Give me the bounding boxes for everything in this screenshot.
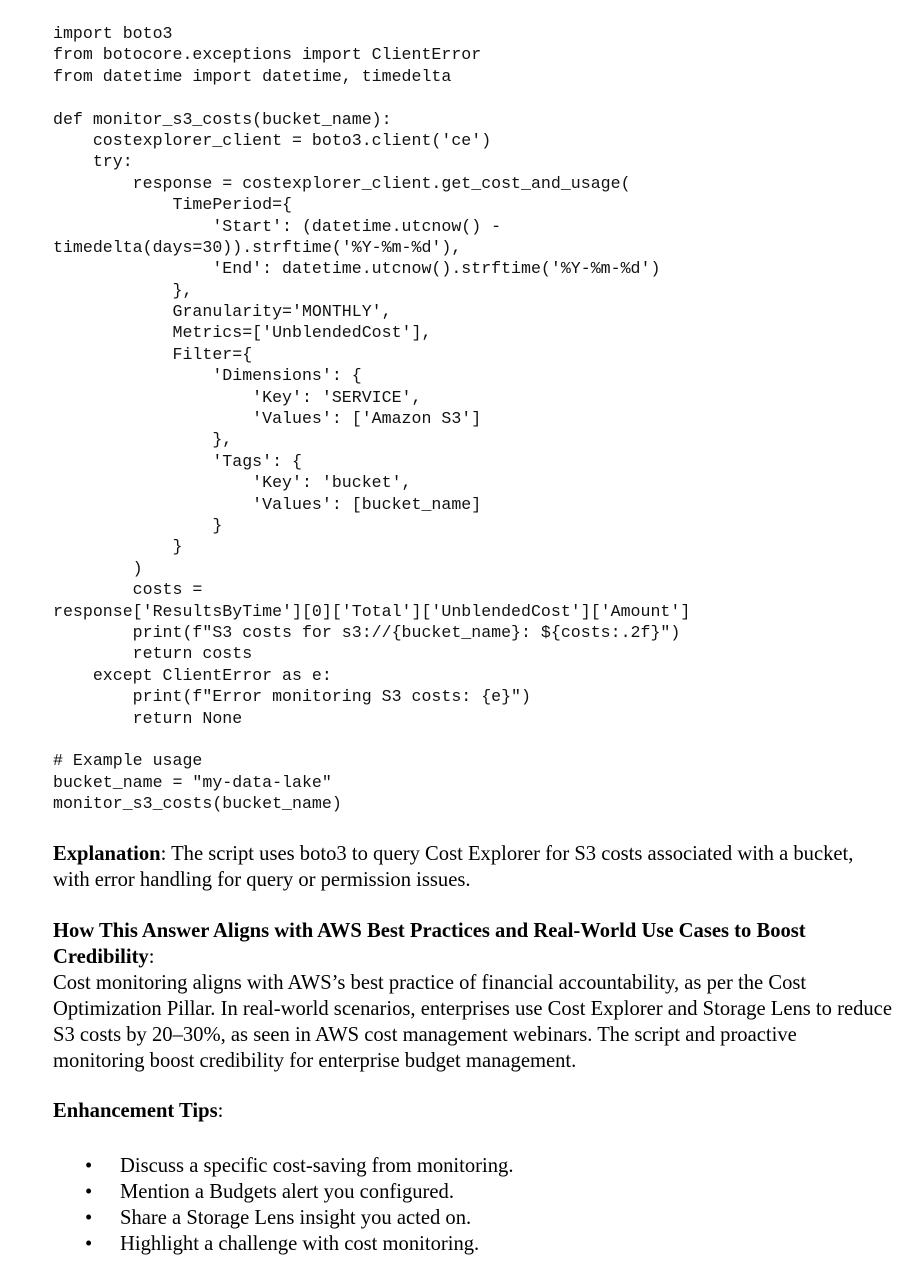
- code-line: costs =: [53, 580, 203, 600]
- code-line: timedelta(days=30)).strftime('%Y-%m-%d'),: [53, 237, 462, 257]
- code-line: return None: [53, 708, 243, 728]
- code-line: return costs: [53, 644, 253, 664]
- code-line: def monitor_s3_costs(bucket_name):: [53, 109, 392, 129]
- code-line: response['ResultsByTime'][0]['Total']['UnblendedCost']['Amount']: [53, 601, 691, 621]
- code-line: 'Values': [bucket_name]: [53, 494, 482, 514]
- code-line: # Example usage: [53, 751, 203, 771]
- code-line: 'End': datetime.utcnow().strftime('%Y-%m-%d'): [53, 259, 661, 279]
- code-line: Metrics=['UnblendedCost'],: [53, 323, 432, 343]
- list-item: [53, 1231, 893, 1257]
- code-line: },: [53, 430, 233, 450]
- list-item: [53, 1205, 893, 1231]
- explanation-text: The script uses boto3 to query Cost Explorer for S3 costs associated with a bucket, with error handling for query or permission issues.: [53, 843, 854, 891]
- code-line: 'Key': 'bucket',: [53, 473, 412, 493]
- code-line: 'Dimensions': {: [53, 366, 362, 386]
- code-line: }: [53, 515, 223, 535]
- code-line: bucket_name = "my-data-lake": [53, 772, 332, 792]
- alignment-separator: :: [148, 946, 155, 968]
- code-line: Filter={: [53, 344, 253, 364]
- enhancement-heading-line: [53, 1098, 893, 1124]
- tip-text: Discuss a specific cost-saving from monitoring.: [120, 1155, 514, 1177]
- alignment-heading: How This Answer Aligns with AWS Best Practices and Real-World Use Cases to Boost Credibility: [53, 920, 806, 968]
- explanation-heading: Explanation: [53, 843, 161, 865]
- tip-text: Highlight a challenge with cost monitoring.: [120, 1233, 480, 1255]
- list-item: [53, 1179, 893, 1205]
- code-line: Granularity='MONTHLY',: [53, 302, 392, 322]
- code-line: }: [53, 537, 183, 557]
- alignment-heading-line: [53, 918, 893, 970]
- code-line: 'Values': ['Amazon S3']: [53, 409, 482, 429]
- enhancement-section: [53, 1098, 893, 1124]
- enhancement-heading: Enhancement Tips: [53, 1100, 218, 1122]
- explanation-separator: :: [160, 843, 167, 865]
- code-line: print(f"S3 costs for s3://{bucket_name}: ${costs:.2f}"): [53, 622, 681, 642]
- bullet-icon: •: [85, 1233, 93, 1255]
- code-line: 'Start': (datetime.utcnow() -: [53, 216, 502, 236]
- bullet-icon: •: [85, 1155, 93, 1177]
- code-line: from datetime import datetime, timedelta: [53, 66, 452, 86]
- tip-text: Mention a Budgets alert you configured.: [120, 1181, 454, 1203]
- code-line: except ClientError as e:: [53, 665, 332, 685]
- code-line: [53, 729, 893, 750]
- code-line: try:: [53, 152, 133, 172]
- code-line: costexplorer_client = boto3.client('ce'): [53, 130, 492, 150]
- code-line: 'Tags': {: [53, 451, 302, 471]
- list-item: [53, 1153, 893, 1179]
- alignment-section: [53, 918, 893, 1074]
- tip-text: Share a Storage Lens insight you acted on.: [120, 1207, 472, 1229]
- code-line: print(f"Error monitoring S3 costs: {e}"): [53, 687, 531, 707]
- code-line: [53, 87, 893, 108]
- code-line: 'Key': 'SERVICE',: [53, 387, 422, 407]
- explanation-paragraph: [53, 841, 893, 893]
- code-line: },: [53, 280, 193, 300]
- code-line: from botocore.exceptions import ClientError: [53, 45, 482, 65]
- enhancement-tips-list: [53, 1153, 893, 1257]
- alignment-paragraph: Cost monitoring aligns with AWS’s best practice of financial accountability, as per the Cost Optimization Pillar. In real-world scenarios, enterprises use Cost Explorer and Storage Lens to reduce S3 costs by 20–30%, as seen in AWS cost management webinars. The script and proactive monitoring boost credibility for enterprise budget management.: [53, 972, 892, 1072]
- code-line: response = costexplorer_client.get_cost_and_usage(: [53, 173, 631, 193]
- code-line: import boto3: [53, 24, 173, 43]
- enhancement-separator: :: [217, 1100, 224, 1122]
- bullet-icon: •: [85, 1181, 93, 1203]
- code-line: TimePeriod={: [53, 195, 292, 215]
- code-block: [53, 23, 893, 814]
- bullet-icon: •: [85, 1207, 93, 1229]
- explanation-section: [53, 841, 893, 893]
- code-line: monitor_s3_costs(bucket_name): [53, 794, 342, 814]
- code-line: ): [53, 558, 143, 578]
